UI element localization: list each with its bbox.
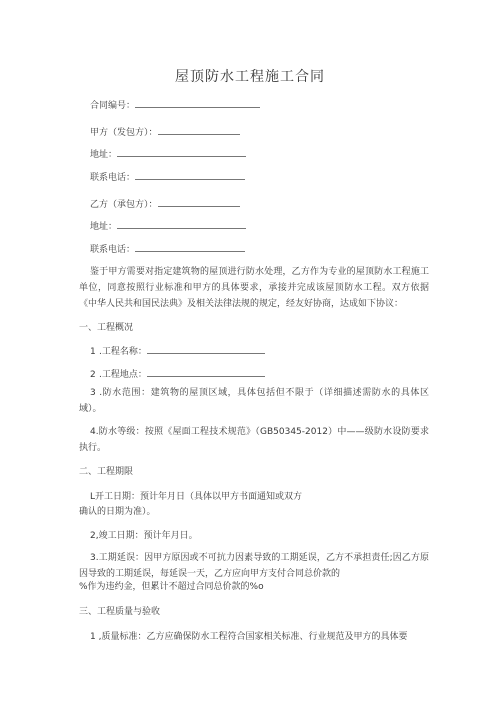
- completion-date-item: 2,竣工日期：预计年月日。: [90, 531, 198, 541]
- blank-line: [117, 218, 246, 229]
- blank-line: [135, 169, 245, 180]
- section-heading: 二、工程期限: [79, 467, 134, 477]
- waterproof-grade-item: 4.防水等级：按照《屋面工程技术规范》（GB50345-2012）中——级防水设防要求执行。: [79, 427, 429, 453]
- party-b-field: [90, 196, 240, 211]
- delay-item: 3.工期延误：因甲方原因或不可抗力因素导致的工期延误，乙方不承担责任;因乙方原因导致的工期延误，每延误一天，乙方应向甲方支付合同总价款的: [79, 553, 429, 579]
- item-number: 1: [90, 347, 96, 357]
- field-label: 甲方（发包方）：: [90, 128, 158, 138]
- preamble-paragraph: 鉴于甲方需要对指定建筑物的屋顶进行防水处理，乙方作为专业的屋顶防水工程施工单位，同意按照行业标准和甲方的具体要求，承接并完成该屋顶防水工程。双方依据《中华人民共和国民法典》及相关法律法规的规定，经友好协商，达成如下协议：: [79, 267, 429, 309]
- field-label: 合同编号：: [90, 101, 136, 111]
- section-heading: 三、工程质量与验收: [79, 607, 161, 617]
- item-number: 2: [90, 370, 96, 380]
- party-b-phone-field: [90, 241, 245, 256]
- section-heading: 一、工程概况: [79, 323, 134, 333]
- blank-line: [158, 124, 240, 135]
- blank-line: [135, 241, 245, 252]
- field-label: 地址：: [90, 150, 118, 160]
- party-b-address-field: [90, 218, 246, 233]
- party-a-address-field: [90, 146, 246, 161]
- party-a-phone-field: [90, 169, 245, 184]
- field-label: 联系电话：: [90, 173, 136, 183]
- field-label: .工程地点：: [99, 370, 147, 380]
- blank-line: [147, 366, 265, 377]
- field-label: 乙方（承包方）：: [90, 200, 158, 210]
- waterproof-scope-item: 3 .防水范围：建筑物的屋顶区域，具体包括但不限于（详细描述需防水的具体区域）。: [79, 388, 429, 414]
- project-name-field: [90, 343, 265, 358]
- contract-number-field: [90, 97, 260, 112]
- field-label: 地址：: [90, 222, 118, 232]
- blank-line: [158, 196, 240, 207]
- blank-line: [147, 343, 265, 354]
- project-location-field: [90, 366, 265, 381]
- delay-item-continued: %作为违约金，但累计不超过合同总价款的%o: [79, 582, 264, 592]
- blank-line: [135, 97, 260, 108]
- party-a-field: [90, 124, 240, 139]
- document-title: 屋顶防水工程施工合同: [175, 69, 325, 85]
- start-date-item-continued: 确认的日期为准）。: [79, 507, 156, 517]
- start-date-item: L开工日期：预计年月日（具体以甲方书面通知或双方: [90, 492, 303, 502]
- field-label: .工程名称：: [99, 347, 147, 357]
- field-label: 联系电话：: [90, 245, 136, 255]
- quality-standard-item: 1 ,质量标准：乙方应确保防水工程符合国家相关标准、行业规范及甲方的具体要: [90, 632, 408, 642]
- blank-line: [117, 146, 246, 157]
